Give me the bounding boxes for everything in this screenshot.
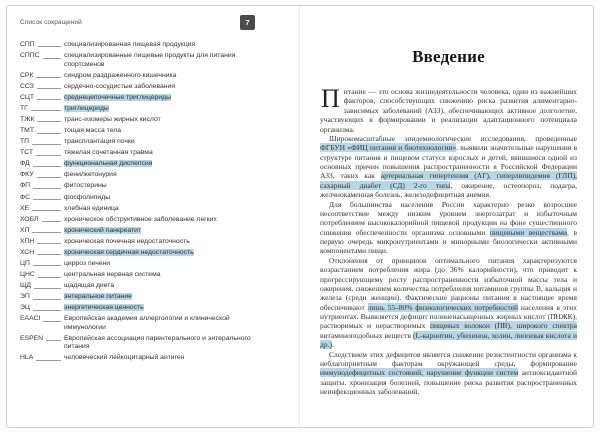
abbr-key: ЭЦ <box>20 304 30 312</box>
abbr-key-cell <box>20 216 64 224</box>
abbr-key-cell <box>20 249 64 257</box>
abbr-row <box>20 105 255 113</box>
body-text-segment: Следствием этих дефицитов является снижение резистентности организма к неблагоприятным факторам окружающей среды, формирование <box>320 349 577 368</box>
abbr-key: СЦТ <box>20 93 35 101</box>
abbr-key: ЭП <box>20 293 30 301</box>
abbr-key-cell <box>20 238 64 246</box>
highlighted-text: иммунодефицитных состояний, нарушение функции систем <box>320 368 519 378</box>
abbr-key-cell <box>20 182 64 190</box>
highlighted-text: пищевыми веществами <box>489 227 568 237</box>
paragraph <box>320 350 577 397</box>
abbr-row <box>20 52 255 69</box>
abbr-key-cell <box>20 282 64 290</box>
abbr-key-cell <box>20 205 64 213</box>
abbr-key: ХОБЛ <box>20 215 39 223</box>
abbr-leader-line <box>33 265 61 266</box>
abbr-key: ЦНС <box>20 271 35 279</box>
abbr-key-cell <box>20 149 64 157</box>
abbr-key: СПП <box>20 41 35 48</box>
abbr-row <box>20 335 255 352</box>
abbr-key: ХПН <box>20 237 35 245</box>
abbr-key: ТГ <box>20 104 28 112</box>
abbr-row <box>20 249 255 257</box>
abbr-row <box>20 72 255 80</box>
abbr-definition: синдром раздраженного кишечника <box>64 71 177 79</box>
abbr-definition: трансплантация почки <box>64 138 135 146</box>
abbr-leader-line <box>38 46 61 47</box>
abbr-key: ФД <box>20 160 30 168</box>
abbr-definition: хлебная единица <box>64 204 119 212</box>
body-text-segment: населения в этих нутриентах. Выявляется дефицит полиненасыщенных жирных кислот (ПНЖК), растворимых и нерастворимых <box>320 302 577 331</box>
body-text-segment: Широкомасштабные эпидемиологические исследования, проведенные <box>329 133 577 143</box>
abbr-key: ССЗ <box>20 82 34 90</box>
abbr-key: ТСТ <box>20 149 33 157</box>
highlighted-text: среднецепочечные триглицериды <box>64 93 171 101</box>
abbr-row <box>20 304 255 312</box>
abbr-key: ХЕ <box>20 204 30 212</box>
page-left-abbreviations <box>7 6 300 427</box>
abbr-definition: щадящая диета <box>64 282 115 290</box>
abbr-leader-line <box>37 88 61 89</box>
abbr-key: ЩД <box>20 282 31 290</box>
abbr-key-cell <box>20 52 64 60</box>
abbr-definition <box>64 160 255 168</box>
abbr-key-cell <box>20 194 64 202</box>
abbr-key-cell <box>20 94 64 102</box>
highlighted-text: ФГБУН «ФИЦ питания и биотехнологии» <box>320 143 457 153</box>
abbr-definition <box>64 249 255 257</box>
page-right-introduction <box>300 6 593 427</box>
abbr-definition: хроническая почечная недостаточность <box>64 237 190 245</box>
abbr-key-cell <box>20 271 64 279</box>
body-text-segment: , в первую очередь микронутриентами и минорными биологически активными компонентами пищи. <box>320 227 578 256</box>
running-header: Список сокращений <box>20 19 82 26</box>
abbr-definition: транс-изомеры жирных кислот <box>64 115 161 123</box>
highlighted-text: (L-карнитин, убихинон, холин, липоевая кислота и др.) <box>320 330 577 350</box>
abbr-definition <box>64 227 255 235</box>
abbr-row <box>20 83 255 91</box>
abbr-leader-line <box>36 155 61 156</box>
abbr-row <box>20 194 255 202</box>
abbr-definition: специализированная пищевая продукция <box>64 41 196 48</box>
abbr-row <box>20 227 255 235</box>
abbr-definition: Европейская академия аллергологии и клинической иммунологии <box>64 315 230 331</box>
abbr-definition <box>64 293 255 301</box>
abbr-key: ТЖК <box>20 115 35 123</box>
abbr-row <box>20 315 255 332</box>
highlighted-text: лишь 55–80% физиологических потребностей <box>367 302 519 312</box>
abbr-row <box>20 238 255 246</box>
abbr-key-cell <box>20 293 64 301</box>
paragraph <box>320 84 577 134</box>
abbreviation-list <box>20 41 255 363</box>
abbr-row <box>20 160 255 168</box>
abbr-definition: сердечно-сосудистые заболевания <box>64 82 176 90</box>
body-text-segment: , выявили значительные нарушения в структуре питания и пищевом статусе взрослых и детей, явившиеся одной из основных причин повышения распространенности в Российской Федерации АЗЗ, таких как <box>320 143 577 181</box>
page-header <box>20 15 255 30</box>
highlighted-text: функциональная диспепсия <box>64 160 153 168</box>
drop-cap: П <box>321 84 340 113</box>
abbr-leader-line <box>37 177 61 178</box>
abbr-leader-line <box>37 99 61 100</box>
introduction-text <box>320 84 578 396</box>
abbr-row <box>20 171 255 179</box>
abbr-leader-line <box>32 232 61 233</box>
abbr-key-cell <box>20 335 64 343</box>
abbr-key-cell <box>20 304 64 312</box>
highlighted-text: хронический панкреатит <box>64 226 142 234</box>
page-title: Введение <box>412 47 485 66</box>
abbr-leader-line <box>37 254 61 255</box>
highlighted-text: пищевых волокон (ПВ), широкого спектра <box>430 321 577 331</box>
abbr-leader-line <box>42 221 61 222</box>
abbr-definition <box>64 105 255 113</box>
abbr-key-cell <box>20 354 64 362</box>
paragraph <box>320 134 577 200</box>
abbr-key-cell <box>20 127 64 135</box>
abbr-key-cell <box>20 83 64 91</box>
abbr-key: ESPEN <box>20 334 44 342</box>
abbr-row <box>20 138 255 146</box>
highlighted-text: энтеральное питание <box>64 293 132 301</box>
paragraph <box>320 256 577 350</box>
abbr-row <box>20 293 255 301</box>
abbr-definition: фитостерины <box>64 182 107 190</box>
body-text-segment: Для большинства населения России характерно резко возросшее несоответствие между низким уровнем энергозатрат и избыточным потреблением высококалорийной пищевой продукции на фоне существенного снижения обеспеченности организма основными <box>320 199 577 237</box>
highlighted-text: энергетическая ценность <box>64 304 144 312</box>
abbr-leader-line <box>34 288 61 289</box>
abbr-row <box>20 354 255 362</box>
abbr-definition <box>64 304 255 312</box>
abbr-key: СППС <box>20 52 40 60</box>
abbr-key: СРК <box>20 71 34 79</box>
abbr-leader-line <box>32 210 61 211</box>
abbr-row <box>20 260 255 268</box>
abbr-key-cell <box>20 171 64 179</box>
abbr-key-cell <box>20 105 64 113</box>
abbr-definition: хроническое обструктивное заболевание легких <box>64 215 217 223</box>
book-spread <box>6 5 594 428</box>
abbr-key: ХСН <box>20 248 35 256</box>
abbr-leader-line <box>33 299 61 300</box>
abbr-leader-line <box>36 360 61 361</box>
body-text-segment: , ожирение, остеопороз, подагра, желчнокаменная болезнь, железодефицитная анемия. <box>320 180 577 200</box>
abbr-leader-line <box>33 188 61 189</box>
abbr-row <box>20 205 255 213</box>
abbr-definition: специализированные пищевые продукты для питания спортсменов <box>64 52 236 68</box>
abbr-leader-line <box>46 340 61 341</box>
abbr-leader-line <box>37 121 61 122</box>
page-number-badge: 7 <box>240 15 255 30</box>
abbr-leader-line <box>43 321 61 322</box>
abbr-leader-line <box>33 310 61 311</box>
highlighted-text: триглицериды <box>64 104 109 112</box>
abbr-definition: тяжелая сочетанная травма <box>64 149 153 157</box>
abbr-leader-line <box>38 277 61 278</box>
abbr-key-cell <box>20 41 64 49</box>
abbr-definition: тощая масса тела <box>64 127 122 135</box>
abbr-row <box>20 216 255 224</box>
abbr-key-cell <box>20 138 64 146</box>
abbr-key: HLA <box>20 354 34 362</box>
abbr-row <box>20 149 255 157</box>
abbr-row <box>20 182 255 190</box>
abbr-row <box>20 94 255 102</box>
abbr-definition: Европейская ассоциация парентерального и энтерального питания <box>64 334 251 351</box>
abbr-key-cell <box>20 160 64 168</box>
abbr-key: ФС <box>20 193 31 201</box>
abbr-key: ТП <box>20 138 30 146</box>
highlighted-text: артериальная гипертензия (АГ), гиперлипидемия (ГЛП), сахарный диабет (СД) 2-го типа <box>320 171 577 190</box>
abbr-key-cell <box>20 260 64 268</box>
abbr-key-cell <box>20 315 64 323</box>
abbr-key: ФКУ <box>20 171 34 179</box>
abbr-definition: цирроз печени <box>64 259 111 267</box>
body-text-segment: итание — это основа жизнедеятельности человека, один из важнейших факторов, способствующих снижению риска развития алиментарно-зависимых заболеваний (АЗЗ), обеспечивающих активное долголетие, участвующих в формировании и реализации адаптационного потенциала организма. <box>320 87 577 134</box>
abbr-leader-line <box>37 243 61 244</box>
abbr-key-cell <box>20 116 64 124</box>
abbr-leader-line <box>37 133 61 134</box>
abbr-key: ТМТ <box>20 127 34 135</box>
paragraph <box>320 200 577 256</box>
abbr-definition <box>64 94 255 102</box>
abbr-leader-line <box>33 199 61 200</box>
abbr-key-cell <box>20 227 64 235</box>
abbr-definition: человеческий лейкоцитарный антиген <box>64 354 185 362</box>
abbr-definition: фосфолипиды <box>64 193 111 201</box>
body-text-segment: Отклонения от принципов оптимального питания характеризуются возрастанием потребления жира (до 36% калорийности), что приводит к прогрессирующему росту распространенности избыточной массы тела и ожирения, снижением количества потребления витаминов группы В, кальция и железа (среди женщин). Фактические рационы питания в настоящее время обеспечивают <box>320 255 577 312</box>
highlighted-text: хроническая сердечная недостаточность <box>64 248 194 256</box>
abbr-definition: центральная нервная система <box>64 271 161 279</box>
abbr-row <box>20 41 255 49</box>
abbr-row <box>20 271 255 279</box>
abbr-leader-line <box>36 77 61 78</box>
abbr-leader-line <box>31 110 61 111</box>
abbr-key: ЦП <box>20 259 30 267</box>
abbr-leader-line <box>33 166 61 167</box>
abbr-leader-line <box>32 144 61 145</box>
abbr-key: EAACI <box>20 315 41 323</box>
abbr-row <box>20 116 255 124</box>
abbr-key-cell <box>20 72 64 80</box>
abbr-leader-line <box>43 58 61 59</box>
body-text-segment: витаминоподобных веществ <box>320 330 414 340</box>
abbr-key: ФП <box>20 182 31 190</box>
abbr-row <box>20 127 255 135</box>
body-text-segment: . <box>331 340 334 350</box>
abbr-row <box>20 282 255 290</box>
abbr-definition: фенилкетонурия <box>64 171 117 179</box>
abbr-key: ХП <box>20 226 30 234</box>
body-text-segment: антиоксидантной защиты, хронизация болезней, повышение риска развития распространенных неинфекционных заболеваний. <box>320 368 577 396</box>
